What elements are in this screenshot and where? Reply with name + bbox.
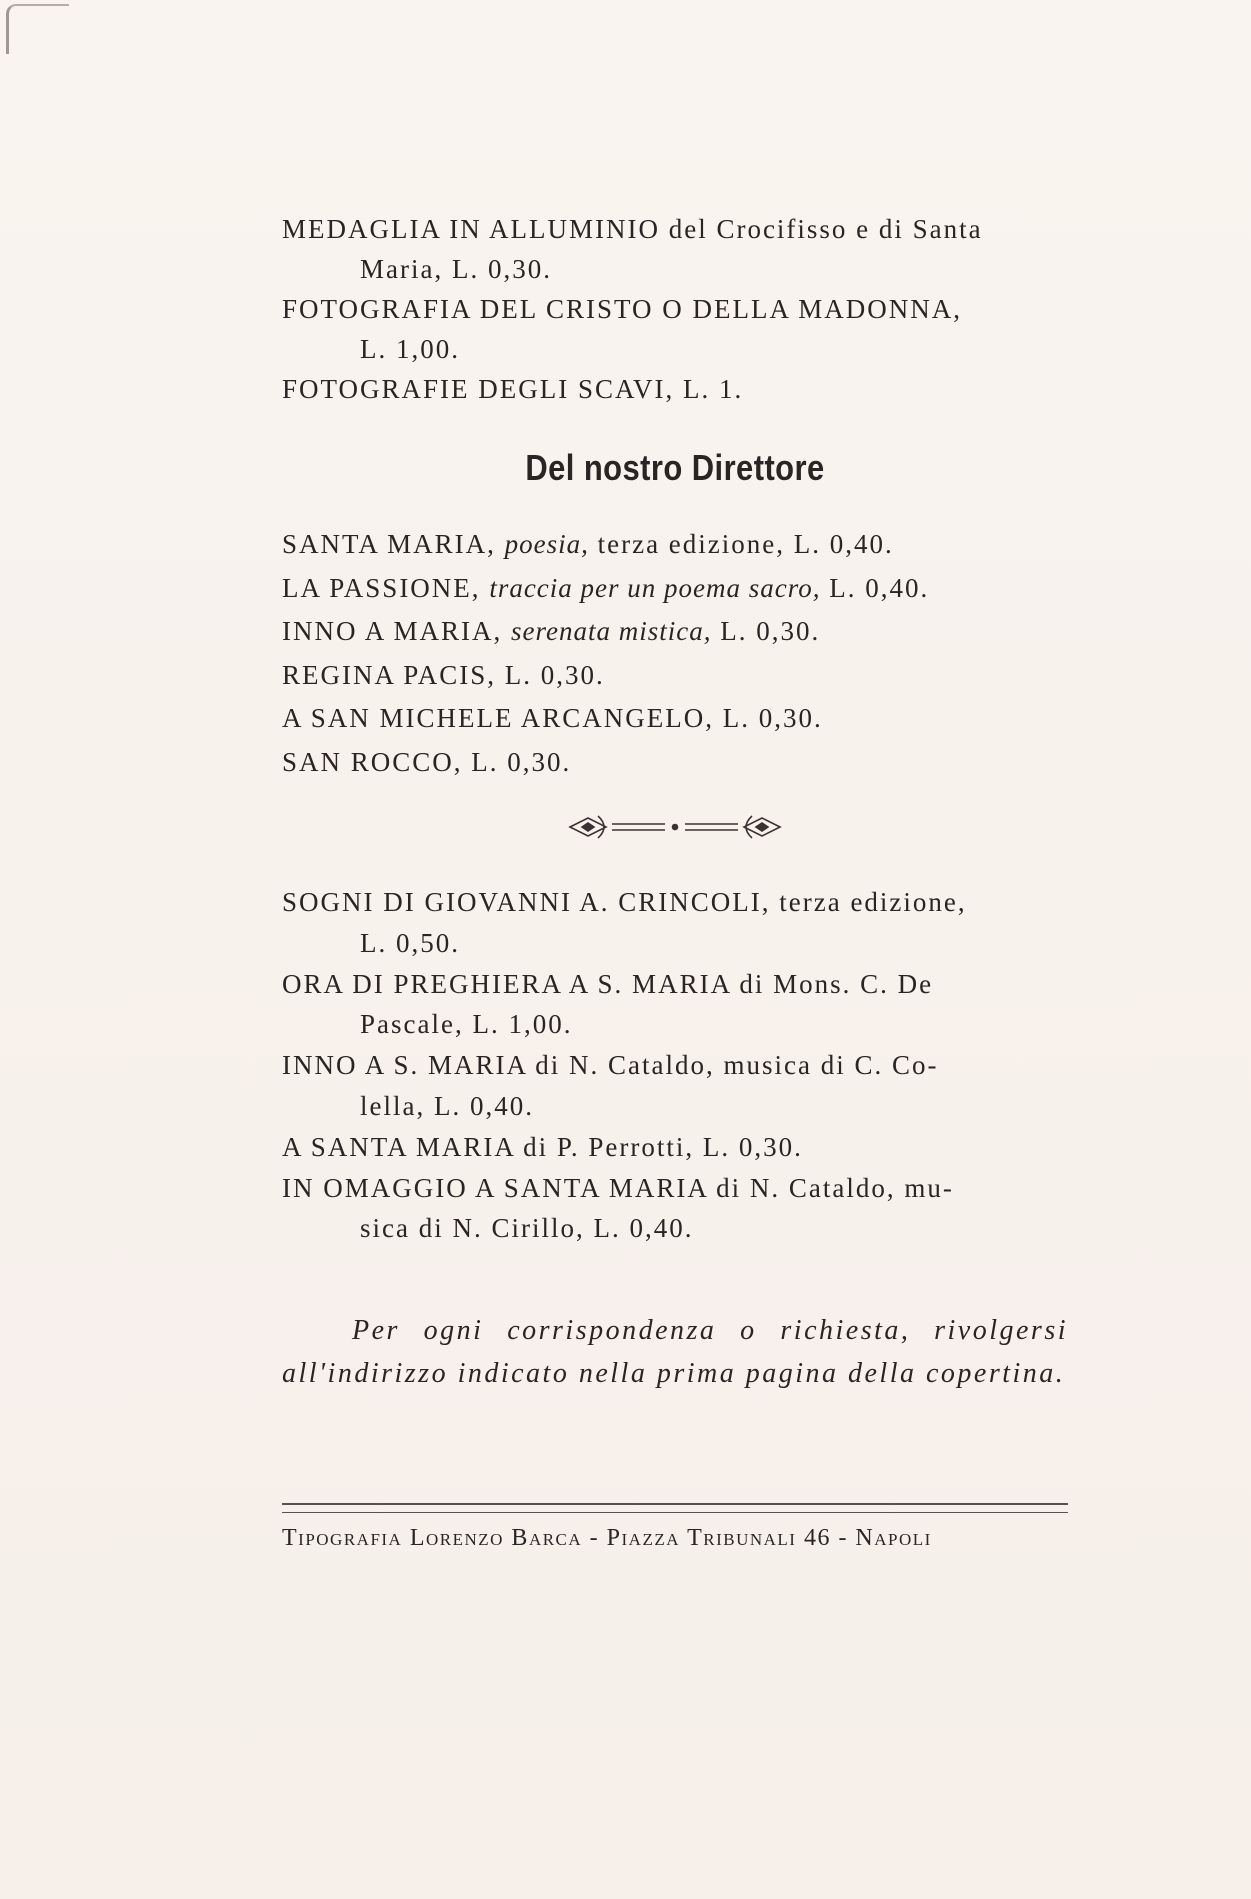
entry-continuation: L. 0,50. — [360, 927, 460, 958]
list-item — [282, 741, 1068, 785]
entry-first-line: A SANTA MARIA di P. Perrotti, L. 0,30. — [282, 1131, 803, 1162]
list-item — [282, 964, 1068, 1046]
list-item — [282, 1168, 1068, 1250]
work-title: INNO A MARIA, — [282, 616, 503, 646]
correspondence-note: Per ogni corrispondenza o richiesta, rivolgersi all'indirizzo indicato nella prima pagina della copertina. — [282, 1315, 1068, 1389]
list-item — [282, 369, 1068, 409]
corner-mark — [6, 4, 69, 54]
director-works-list — [282, 523, 1068, 784]
work-title: SAN ROCCO, L. 0,30. — [282, 746, 572, 777]
work-title: SANTA MARIA, — [282, 529, 496, 559]
entry-first-line: IN OMAGGIO A SANTA MARIA di N. Cataldo, mu- — [282, 1172, 954, 1203]
entry-continuation: L. 1,00. — [360, 334, 460, 364]
work-title: LA PASSIONE, — [282, 572, 481, 603]
entry-first-line: INNO A S. MARIA di N. Cataldo, musica di C. Co- — [282, 1050, 939, 1081]
entry-first-line: ORA DI PREGHIERA A S. MARIA di Mons. C. De — [282, 968, 934, 999]
list-item — [282, 289, 1068, 369]
items-list-top — [282, 209, 1068, 409]
entry-first-line: SOGNI DI GIOVANNI A. CRINCOLI, terza edizione, — [282, 887, 967, 917]
work-subtitle: poesia, — [504, 529, 589, 559]
work-price: L. 0,30. — [720, 616, 821, 646]
list-item — [282, 654, 1068, 698]
work-subtitle: serenata mistica, — [511, 616, 712, 646]
entry-first-line: MEDAGLIA IN ALLUMINIO del Crocifisso e di Santa — [282, 214, 983, 244]
list-item — [282, 1045, 1068, 1127]
list-item — [282, 1127, 1068, 1168]
work-title: A SAN MICHELE ARCANGELO, L. 0,30. — [282, 703, 823, 733]
entry-continuation: Pascale, L. 1,00. — [360, 1009, 573, 1040]
printer-imprint: Tipografia Lorenzo Barca - Piazza Tribunali 46 - Napoli — [282, 1525, 932, 1551]
list-item — [282, 882, 1068, 964]
work-title: REGINA PACIS, L. 0,30. — [282, 659, 605, 690]
entry-continuation: lella, L. 0,40. — [360, 1090, 534, 1121]
entry-first-line: FOTOGRAFIA DEL CRISTO O DELLA MADONNA, — [282, 294, 963, 324]
list-item — [282, 523, 1068, 567]
items-list-bottom — [282, 882, 1068, 1249]
footer-rule — [282, 1503, 1068, 1513]
entry-first-line: FOTOGRAFIE DEGLI SCAVI, L. 1. — [282, 374, 744, 404]
work-price: terza edizione, L. 0,40. — [597, 529, 894, 559]
list-item — [282, 209, 1068, 289]
list-item — [282, 697, 1068, 741]
entry-continuation: sica di N. Cirillo, L. 0,40. — [360, 1213, 694, 1244]
work-price: L. 0,40. — [829, 572, 930, 603]
entry-continuation: Maria, L. 0,30. — [360, 254, 552, 284]
section-heading: Del nostro Direttore — [525, 447, 825, 488]
work-subtitle: traccia per un poema sacro, — [489, 572, 821, 603]
list-item — [282, 610, 1068, 654]
list-item — [282, 567, 1068, 611]
decorative-divider-icon — [560, 808, 790, 848]
